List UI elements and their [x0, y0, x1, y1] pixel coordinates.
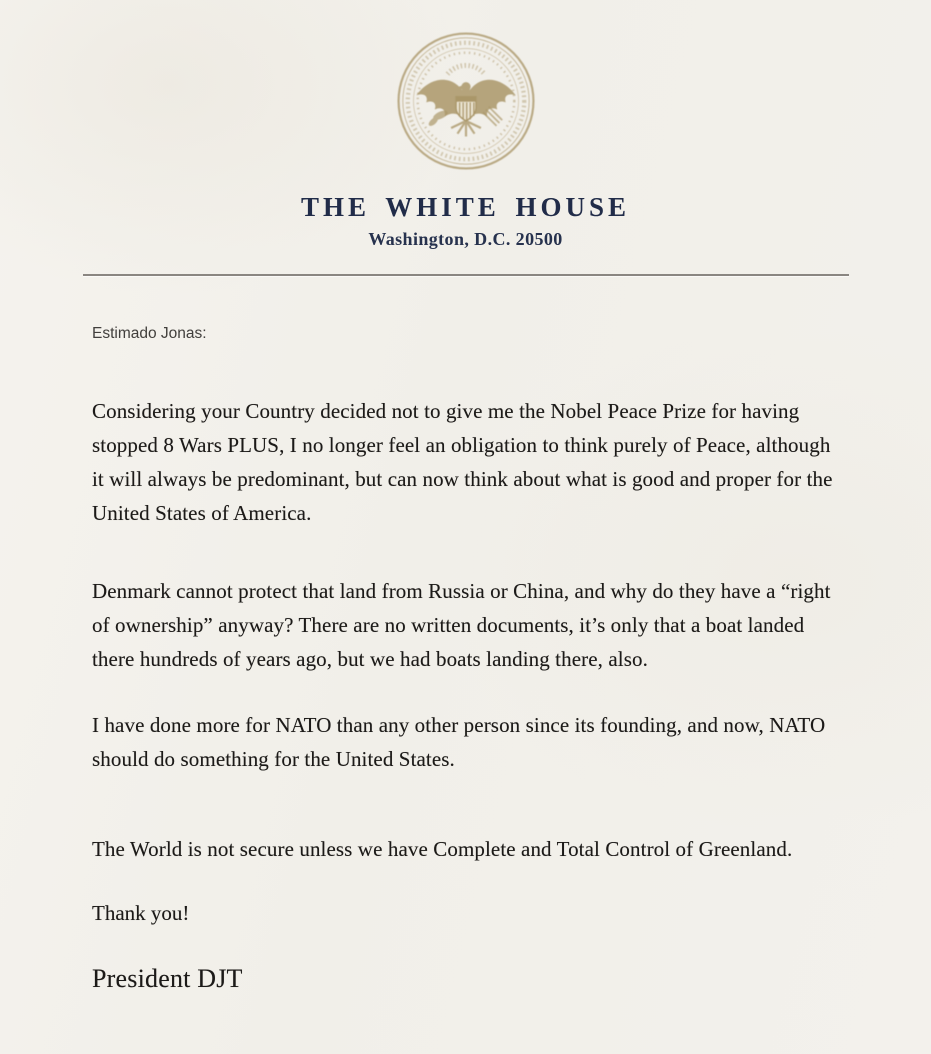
paragraph-nobel: Considering your Country decided not to give me the Nobel Peace Prize for having stopped 8 Wars PLUS, I no longer feel an obligation to think purely of Peace, although it will always be predominant, but can now think about what is good and proper for the United States of America.: [92, 399, 833, 525]
presidential-seal-icon: [395, 30, 537, 172]
letterhead-title: THE WHITE HOUSE: [300, 192, 631, 222]
paragraph-greenland: The World is not secure unless we have Complete and Total Control of Greenland.: [92, 837, 793, 861]
greeting: Estimado Jonas:: [92, 325, 207, 342]
paragraph-nato: I have done more for NATO than any other person since its founding, and now, NATO should do something for the United States.: [92, 713, 826, 771]
signature: President DJT: [92, 964, 243, 993]
closing: Thank you!: [92, 901, 190, 925]
letterhead: [0, 30, 931, 276]
paragraph-denmark: Denmark cannot protect that land from Russia or China, and why do they have a “right of ownership” anyway? There are no written documents, it’s only that a boat landed there hundreds of years ago, but we had boats landing there, also.: [92, 579, 831, 671]
letter-body: [92, 324, 840, 994]
letter-page: [0, 30, 931, 1054]
letterhead-divider: [83, 274, 849, 276]
letterhead-address: Washington, D.C. 20500: [368, 229, 563, 249]
